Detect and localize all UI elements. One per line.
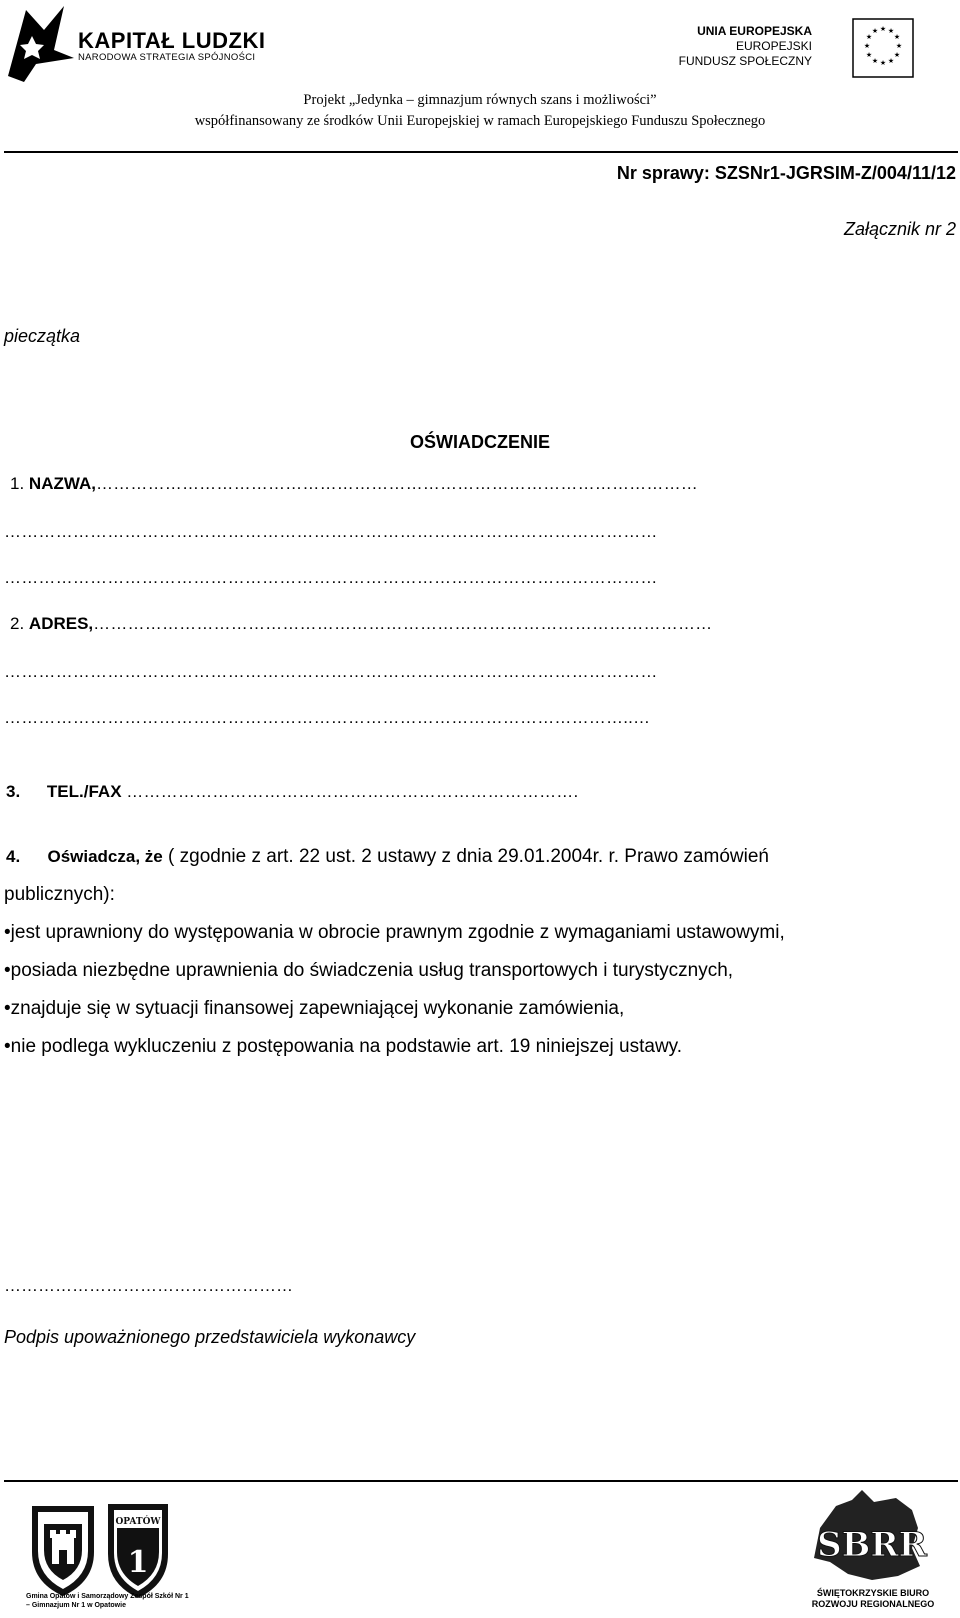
tel-label: TEL./FAX xyxy=(46,782,122,801)
school-caption-line2: – Gimnazjum Nr 1 w Opatowie xyxy=(26,1602,126,1609)
name-line-2: …………………………………………………………………………………………………… xyxy=(4,522,658,541)
project-title: Projekt „Jedynka – gimnazjum równych szans i możliwości” xyxy=(303,92,657,108)
kapital-ludzki-emblem-icon xyxy=(8,6,74,82)
declaration-bullet: •nie podlega wykluczeniu z postępowania na podstawie art. 19 niniejszej ustawy. xyxy=(4,1036,683,1057)
project-cofinancing: współfinansowany ze środków Unii Europejskiej w ramach Europejskiego Funduszu Społecznego xyxy=(194,113,766,129)
address-label: ADRES, xyxy=(28,614,94,633)
name-number: 1. xyxy=(10,474,25,493)
svg-text:★: ★ xyxy=(893,33,901,41)
document-title: OŚWIADCZENIE xyxy=(409,432,550,452)
tel-dots: ……………………………………………………………………. xyxy=(126,782,579,801)
eu-label-line2: EUROPEJSKI xyxy=(735,39,812,53)
tel-fax-field xyxy=(6,782,578,802)
svg-text:★: ★ xyxy=(887,27,895,35)
declaration-line xyxy=(6,846,769,868)
eu-label-line3: FUNDUSZ SPOŁECZNY xyxy=(678,54,812,68)
signature-label: Podpis upoważnionego przedstawiciela wykonawcy xyxy=(4,1327,416,1347)
sbrr-caption-line2: ROZWOJU REGIONALNEGO xyxy=(811,1599,935,1609)
case-number: Nr sprawy: SZSNr1-JGRSIM-Z/004/11/12 xyxy=(616,163,956,183)
sbrr-text: SBRR xyxy=(817,1525,927,1565)
kapital-ludzki-title: KAPITAŁ LUDZKI xyxy=(78,28,266,53)
svg-text:★: ★ xyxy=(871,27,879,35)
svg-text:★: ★ xyxy=(865,51,873,59)
decl-number: 4. xyxy=(6,847,21,866)
eu-flag-icon xyxy=(852,18,942,78)
address-number: 2. xyxy=(10,614,25,633)
stamp-label: pieczątka xyxy=(4,326,81,346)
svg-text:★: ★ xyxy=(887,57,895,65)
sbrr-logo xyxy=(800,1488,950,1588)
declaration-bullet: •posiada niezbędne uprawnienia do świadczenia usług transportowych i turystycznych, xyxy=(4,960,734,981)
name-label: NAZWA, xyxy=(28,474,96,493)
svg-text:★: ★ xyxy=(895,42,903,50)
name-line-3: …………………………………………………………………………………………………… xyxy=(4,568,658,587)
svg-text:★: ★ xyxy=(865,33,873,41)
name-dots: …………………………………………………………………………………………… xyxy=(95,474,698,493)
badge-number: 1 xyxy=(127,1545,149,1580)
sbrr-caption xyxy=(798,1588,948,1610)
address-dots: ……………………………………………………………………………………………… xyxy=(93,614,713,633)
name-field xyxy=(10,474,698,494)
declaration-continuation: publicznych): xyxy=(4,884,115,905)
eu-fund-label xyxy=(679,24,812,69)
declaration-bullet: •znajduje się w sytuacji finansowej zapewniającej wykonanie zamówienia, xyxy=(4,998,625,1019)
school-caption-line1: Gmina Opatów i Samorządowy Zespół Szkół Nr 1 xyxy=(26,1593,189,1600)
municipality-crest-icon xyxy=(32,1506,94,1596)
decl-text: ( zgodnie z art. 22 ust. 2 ustawy z dnia 29.01.2004r. r. Prawo zamówień xyxy=(168,846,769,867)
declaration-bullet: •jest uprawniony do występowania w obrocie prawnym zgodnie z wymaganiami ustawowymi, xyxy=(4,922,785,943)
eu-label-line1: UNIA EUROPEJSKA xyxy=(697,24,812,38)
tel-number: 3. xyxy=(6,782,21,801)
gimnazjum-badge-icon xyxy=(108,1504,168,1598)
sbrr-caption-line1: ŚWIĘTOKRZYSKIE BIURO xyxy=(816,1588,930,1598)
signature-line: …………………………………………… xyxy=(4,1276,293,1295)
kapital-ludzki-subtitle: NARODOWA STRATEGIA SPÓJNOŚCI xyxy=(78,52,256,63)
svg-text:★: ★ xyxy=(879,59,887,67)
attachment-label: Załącznik nr 2 xyxy=(843,219,956,239)
school-caption xyxy=(26,1592,189,1610)
address-line-2: …………………………………………………………………………………………………… xyxy=(4,662,658,681)
svg-text:★: ★ xyxy=(879,25,887,33)
header-divider xyxy=(4,151,958,153)
svg-text:★: ★ xyxy=(893,51,901,59)
footer-divider xyxy=(4,1480,958,1482)
svg-text:★: ★ xyxy=(871,57,879,65)
address-field xyxy=(10,614,712,634)
address-line-3: ………………………………………………………………………………………………..… xyxy=(4,708,651,727)
badge-city: OPATÓW xyxy=(115,1517,161,1527)
decl-label: Oświadcza, że xyxy=(47,847,163,866)
svg-text:★: ★ xyxy=(863,42,871,50)
